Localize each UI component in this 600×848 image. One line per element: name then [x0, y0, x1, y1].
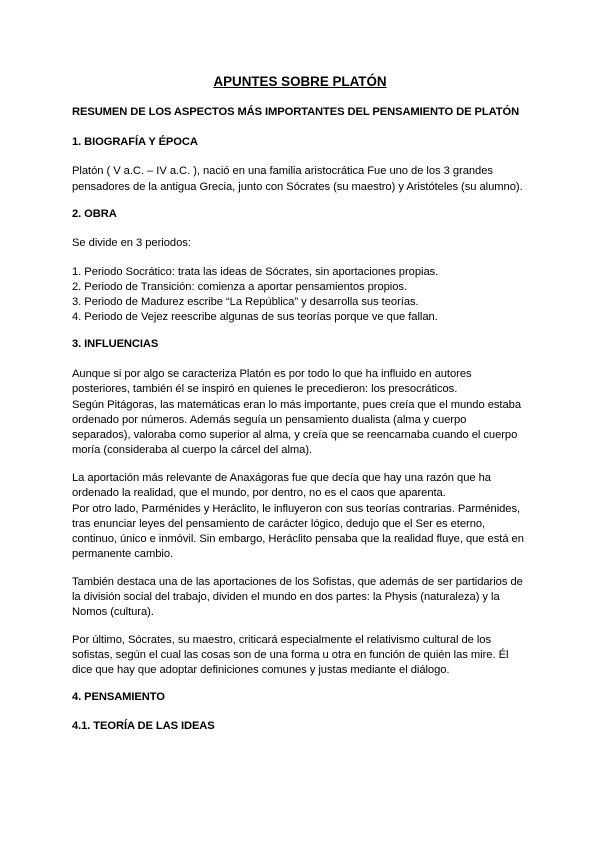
list-item: 1. Periodo Socrático: trata las ideas de Sócrates, sin aportaciones propias. [72, 266, 439, 278]
paragraph-line: Por otro lado, Parménides y Heráclito, le influyeron con sus teorías contrarias. Parménides, [72, 503, 521, 515]
paragraph-line: dice que hay que adoptar definiciones comunes y justas mediante el diálogo. [72, 664, 450, 676]
paragraph-line: separados), valoraba como superior al alma, y creía que se reencarnaba cuando el cuerpo [72, 429, 518, 441]
paragraph-line: Por último, Sócrates, su maestro, criticará especialmente el relativismo cultural de los [72, 634, 492, 646]
paragraph-line: moría (consideraba al cuerpo la cárcel del alma). [72, 444, 313, 456]
paragraph-line: También destaca una de las aportaciones de los Sofistas, que además de ser partidarios de [72, 576, 523, 588]
paragraph-line: Se divide en 3 periodos: [72, 237, 191, 249]
section-heading-obra: 2. OBRA [72, 208, 117, 220]
paragraph-line: la división social del trabajo, dividen el mundo en dos partes: la Physis (naturaleza) y la [72, 591, 500, 603]
paragraph-line: tras enunciar leyes del pensamiento de carácter lógico, dedujo que el Ser es eterno, [72, 518, 486, 530]
list-item: 3. Periodo de Madurez escribe “La República” y desarrolla sus teorías. [72, 296, 419, 308]
paragraph-line: posteriores, también él se inspiró en quienes le precedieron: los presocráticos. [72, 383, 458, 395]
subsection-heading-teoria-ideas: 4.1. TEORÍA DE LAS IDEAS [72, 720, 215, 732]
list-item: 2. Periodo de Transición: comienza a aportar pensamientos propios. [72, 281, 408, 293]
section-heading-pensamiento: 4. PENSAMIENTO [72, 691, 165, 703]
document-subtitle: RESUMEN DE LOS ASPECTOS MÁS IMPORTANTES DEL PENSAMIENTO DE PLATÓN [72, 106, 520, 118]
paragraph-line: Nomos (cultura). [72, 606, 154, 618]
paragraph-line: continuo, único e inmóvil. Sin embargo, Heráclito pensaba que la realidad fluye, que está en [72, 533, 524, 545]
section-heading-influencias: 3. INFLUENCIAS [72, 338, 159, 350]
paragraph-line: sofistas, según el cual las cosas son de una forma u otra en función de quién las mire. Él [72, 649, 509, 661]
paragraph-line: pensadores de la antigua Grecia, junto con Sócrates (su maestro) y Aristóteles (su alumno). [72, 181, 523, 193]
document-title: APUNTES SOBRE PLATÓN [213, 74, 387, 89]
paragraph-line: La aportación más relevante de Anaxágoras fue que decía que hay una razón que ha [72, 472, 491, 484]
paragraph-line: ordenado la realidad, que el mundo, por dentro, no es el caos que aparenta. [72, 487, 446, 499]
paragraph-line: ordenado por números. Además seguía un pensamiento dualista (alma y cuerpo [72, 414, 467, 426]
paragraph-line: Según Pitágoras, las matemáticas eran lo más importante, pues creía que el mundo estaba [72, 399, 521, 411]
paragraph-line: Aunque si por algo se caracteriza Platón es por todo lo que ha influido en autores [72, 368, 472, 380]
list-item: 4. Periodo de Vejez reescribe algunas de sus teorías porque ve que fallan. [72, 311, 438, 323]
paragraph-line: Platón ( V a.C. – IV a.C. ), nació en una familia aristocrática Fue uno de los 3 grandes [72, 165, 493, 177]
section-heading-biografia: 1. BIOGRAFÍA Y ÉPOCA [72, 136, 198, 148]
paragraph-line: permanente cambio. [72, 548, 174, 560]
